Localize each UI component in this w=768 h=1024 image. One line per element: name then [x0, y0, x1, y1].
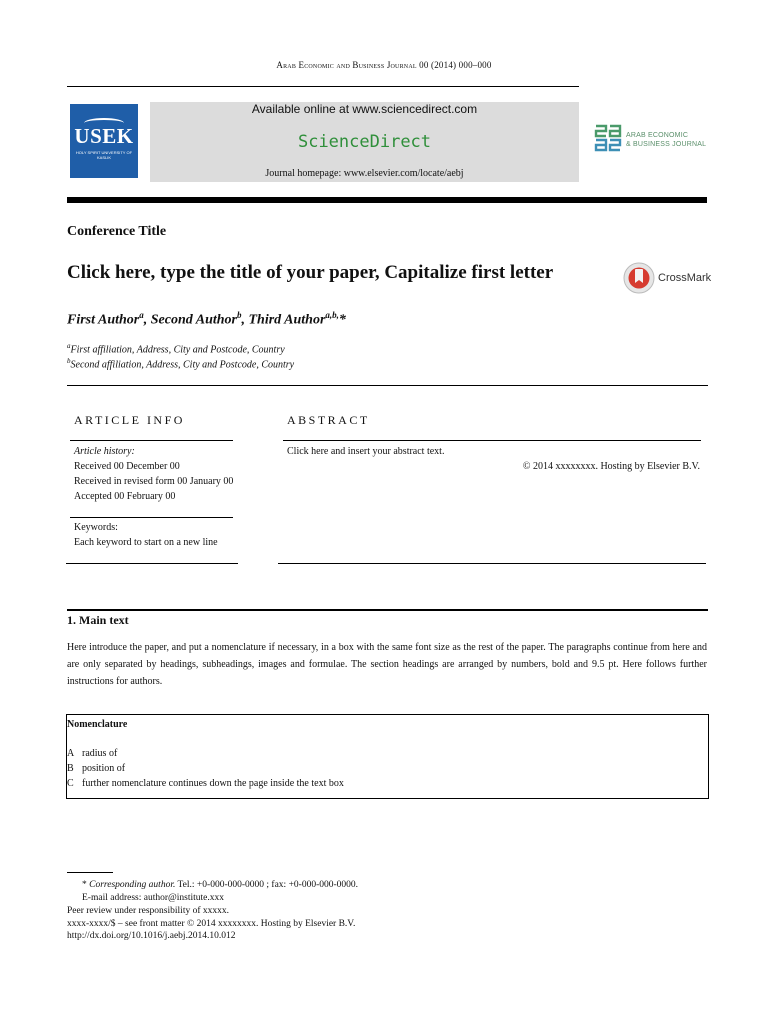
sciencedirect-wordmark: ScienceDirect	[297, 132, 432, 152]
author-sup: b	[236, 310, 242, 320]
aebj-logo-text	[626, 131, 706, 149]
nomenclature-title: Nomenclature	[67, 719, 128, 730]
history-item: Accepted 00 February 00	[74, 491, 176, 502]
article-info-rule	[70, 440, 233, 441]
nomenclature-item: C further nomenclature continues down the page inside the text box	[67, 778, 344, 789]
main-text-rule	[67, 609, 708, 611]
author-name: First Author	[67, 312, 140, 328]
keywords-label: Keywords:	[74, 522, 118, 533]
affiliation: $^b$Second affiliation, Address, City and Postcode, Country	[67, 357, 295, 371]
journal-banner	[150, 102, 579, 182]
nomenclature-item: B position of	[67, 763, 126, 774]
author-sup: a,b,	[325, 310, 339, 320]
corresponding-mark: *	[338, 312, 346, 328]
nomenclature-box	[66, 714, 709, 799]
author-list: First Author$^a$, Second Author$^b$, Third Author$^{a,b,}$*	[67, 310, 346, 328]
doi-link[interactable]: http://dx.doi.org/10.1016/j.aebj.2014.10.012	[67, 931, 236, 941]
history-item: Received in revised form 00 January 00	[74, 476, 234, 487]
aebj-line-1: ARAB ECONOMIC	[626, 132, 689, 139]
history-item: Received 00 December 00	[74, 461, 180, 472]
abstract-bottom-rule	[278, 563, 706, 564]
title-rule	[67, 197, 707, 203]
peer-review-note: Peer review under responsibility of xxxxx.	[67, 906, 229, 916]
abstract-rule	[283, 440, 701, 441]
crossmark-label[interactable]: CrossMark	[658, 272, 712, 284]
nomenclature-item: A radius of	[67, 748, 118, 759]
available-online: Available online at www.sciencedirect.com	[251, 102, 478, 116]
usek-logo-subtext: HOLY SPIRIT UNIVERSITY OF KASLIK	[75, 150, 133, 160]
corresponding-footnote: * Corresponding author. Tel.: +0-000-000-0000 ; fax: +0-000-000-0000.	[82, 880, 359, 890]
running-title: Arab Economic and Business Journal 00 (2014) 000–000	[276, 60, 492, 70]
history-label: Article history:	[74, 446, 135, 457]
usek-logo-text: USEK	[74, 124, 134, 148]
footnote-rule	[67, 872, 113, 873]
author-sup: a	[139, 310, 144, 320]
affiliation: $^a$First affiliation, Address, City and Postcode, Country	[67, 342, 285, 356]
abstract-text: Click here and insert your abstract text.	[287, 446, 445, 457]
keywords-text: Each keyword to start on a new line	[74, 537, 218, 548]
article-info-bottom-rule	[66, 563, 238, 564]
front-matter-rule	[67, 385, 708, 386]
aebj-logo-icon	[594, 124, 622, 152]
author-name: Second Author	[150, 312, 237, 328]
crossmark-icon[interactable]	[623, 262, 655, 294]
paper-title: Click here, type the title of your paper, Capitalize first letter	[67, 262, 554, 283]
issn-note: xxxx-xxxx/$ – see front matter © 2014 xxxxxxxx. Hosting by Elsevier B.V.	[67, 919, 356, 929]
main-paragraph: Here introduce the paper, and put a nomenclature if necessary, in a box with the same font size as the rest of the paper. The paragraphs continue from here and are only separated by headings, subheadings, images and formulae. The section headings are arranged by numbers, bold and 9.5 pt. Here follows further instructions for authors.	[67, 642, 707, 687]
journal-homepage: Journal homepage: www.elsevier.com/locate/aebj	[265, 168, 464, 179]
usek-logo	[70, 104, 138, 178]
article-info-heading: ARTICLE INFO	[74, 413, 185, 427]
conference-title: Conference Title	[67, 224, 167, 239]
section-heading: 1. Main text	[67, 613, 129, 627]
abstract-copyright: © 2014 xxxxxxxx. Hosting by Elsevier B.V.	[522, 461, 700, 472]
abstract-heading: ABSTRACT	[287, 413, 370, 427]
header-rule	[67, 86, 579, 87]
email-footnote: E-mail address: author@institute.xxx	[82, 893, 224, 903]
aebj-line-2: & BUSINESS JOURNAL	[626, 141, 707, 148]
keywords-rule	[70, 517, 233, 518]
author-name: Third Author	[248, 312, 326, 328]
